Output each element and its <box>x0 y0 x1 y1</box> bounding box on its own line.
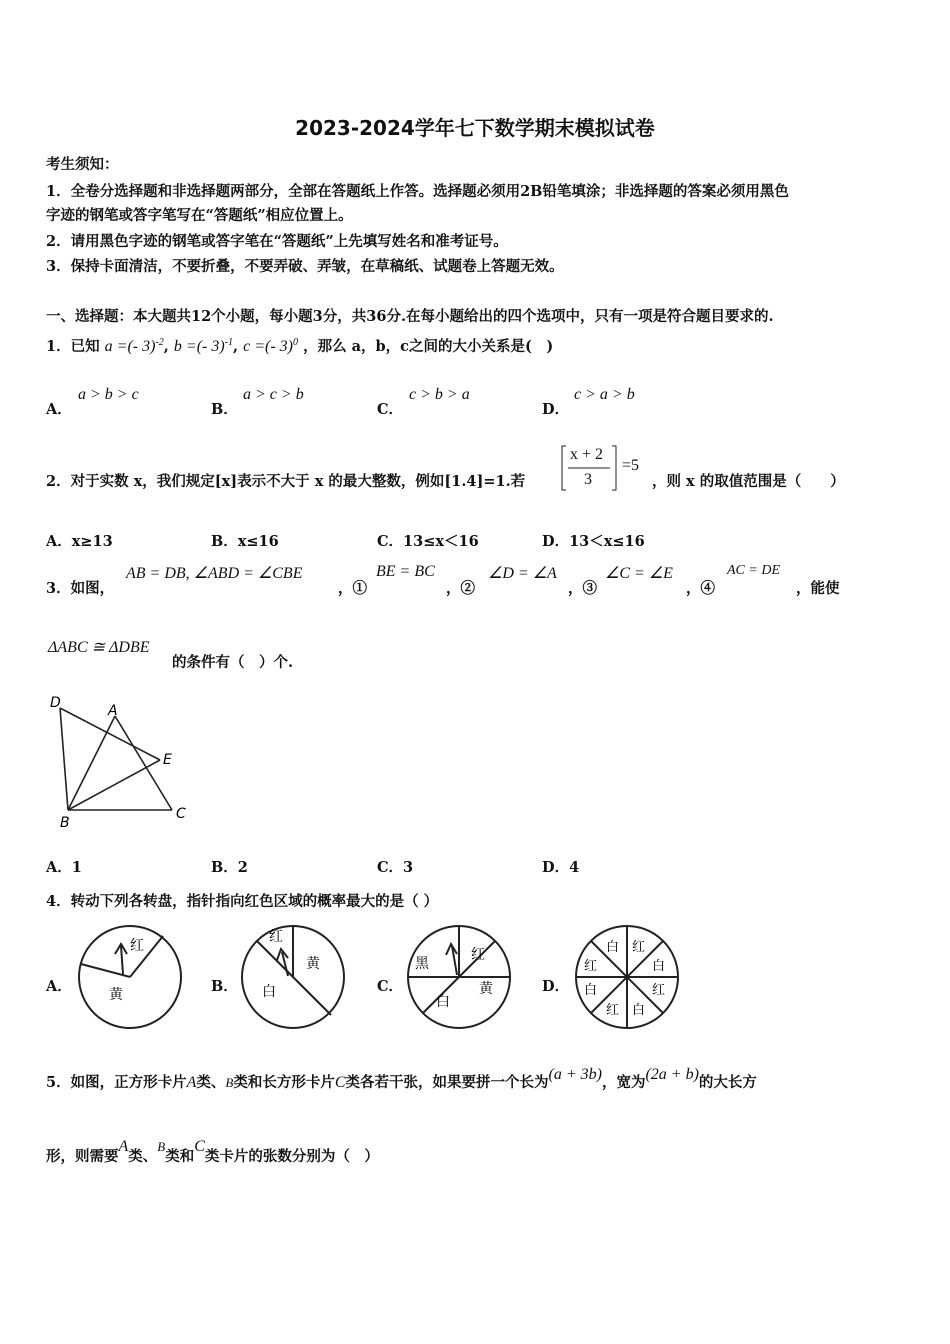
spinner-region: 红 <box>632 940 646 955</box>
card-A: A <box>118 1138 129 1155</box>
q2-numerator: x + 2 <box>570 446 604 463</box>
q2-rhs: =5 <box>622 457 640 474</box>
q3-option[interactable]: C．3 <box>377 859 414 876</box>
q3-option[interactable]: D．4 <box>542 859 580 876</box>
q2-option[interactable]: D．13＜x≤16 <box>542 533 645 550</box>
q3-c1-mark: ，① <box>338 580 367 597</box>
q3-c1: BE = BC <box>376 563 435 580</box>
spinner-region: 红 <box>269 929 283 945</box>
q1-c-exp: 0 <box>293 337 299 349</box>
q1-option-label[interactable]: C． <box>377 401 404 418</box>
spinner-region: 黄 <box>306 956 320 972</box>
q4-option-label[interactable]: C． <box>377 978 404 995</box>
rect-width: (2a + b) <box>645 1066 699 1083</box>
section-heading: 一、选择题：本大题共12个小题，每小题3分，共36分.在每小题给出的四个选项中，只有一项是符合题目要求的. <box>46 308 774 325</box>
spinner-region: 白 <box>606 940 620 955</box>
q1-option-label[interactable]: A． <box>46 401 72 418</box>
q3-given: AB = DB, ∠ABD = ∠CBE <box>126 565 303 582</box>
spinner-c <box>406 924 514 1032</box>
notice-item: 2．请用黑色字迹的钢笔或答字笔在“答题纸”上先填写姓名和准考证号。 <box>46 233 508 250</box>
notice-heading: 考生须知： <box>46 156 119 173</box>
notice-item: 1．全卷分选择题和非选择题两部分，全部在答题纸上作答。选择题必须用2B铅笔填涂；非选择题的答案必须用黑色 <box>46 183 789 200</box>
spinner-region: 白 <box>584 983 598 998</box>
q1-a-expr: a =(- 3) <box>104 338 156 355</box>
spinner-b <box>240 924 348 1032</box>
spinner-region: 红 <box>471 947 485 963</box>
q3-prefix: 3．如图， <box>46 580 115 597</box>
q2-suffix: ，则 x 的取值范围是（ ） <box>652 473 845 490</box>
q1-option-label[interactable]: B． <box>211 401 238 418</box>
spinner-region: 黄 <box>109 987 123 1003</box>
q2-option[interactable]: B．x≤16 <box>211 533 279 550</box>
q1-b-expr: b =(- 3) <box>173 338 225 355</box>
q3-c3-mark: ，③ <box>568 580 597 597</box>
card-C: C <box>194 1138 205 1155</box>
triangle-figure <box>40 690 200 830</box>
page-title: 2023-2024学年七下数学期末模拟试卷 <box>295 116 655 140</box>
q3-congruence: ΔABC ≅ ΔDBE <box>48 639 150 656</box>
card-B: B <box>225 1075 234 1090</box>
spinner-region: 白 <box>632 1003 646 1018</box>
label-E: E <box>163 752 172 768</box>
notice-item: 字迹的钢笔或答字笔写在“答题纸”相应位置上。 <box>46 207 353 224</box>
q4-option-label[interactable]: B． <box>211 978 238 995</box>
q4-option-label[interactable]: A． <box>46 978 72 995</box>
q1-option-value: a > c > b <box>243 386 304 403</box>
question-5-line-1: 5．如图，正方形卡片A类、B类和长方形卡片C类各若干张，如果要拼一个长为(a + 3b)，宽为(2a + b)的大长方 <box>46 1066 757 1091</box>
q3-option[interactable]: B．2 <box>211 859 248 876</box>
spinner-d <box>574 924 682 1032</box>
q1-a-exp: -2 <box>155 337 164 349</box>
q1-suffix: ，那么 a，b，c之间的大小关系是( ) <box>303 338 554 355</box>
spinner-region: 黄 <box>479 981 493 997</box>
q3-c4-mark: ，④ <box>686 580 715 597</box>
q1-option-value: c > b > a <box>409 386 470 403</box>
q1-c-expr: c =(- 3) <box>243 338 294 355</box>
card-B: B <box>157 1139 166 1154</box>
spinner-region: 白 <box>436 994 450 1010</box>
label-B: B <box>60 815 70 830</box>
q2-denominator: 3 <box>584 471 592 488</box>
q1-option-value: c > a > b <box>574 386 635 403</box>
spinner-region: 红 <box>584 959 598 974</box>
q3-tail: ，能使 <box>796 580 840 597</box>
notice-item: 3．保持卡面清洁，不要折叠，不要弄破、弄皱，在草稿纸、试题卷上答题无效。 <box>46 258 564 275</box>
q4-option-label[interactable]: D． <box>542 978 570 995</box>
spinner-region: 红 <box>652 983 666 998</box>
spinner-region: 白 <box>652 959 666 974</box>
q3-c2-mark: ，② <box>446 580 475 597</box>
question-5-line-2: 形，则需要A类、B类和C类卡片的张数分别为（ ） <box>46 1138 379 1165</box>
q3-option[interactable]: A．1 <box>46 859 82 876</box>
q3-c3: ∠C = ∠E <box>605 565 673 582</box>
label-D: D <box>50 695 61 711</box>
q2-prefix: 2．对于实数 x，我们规定[x]表示不大于 x 的最大整数，例如[1.4]=1.若 <box>46 473 526 490</box>
q1-prefix: 1．已知 <box>46 338 100 355</box>
card-A: A <box>186 1074 197 1091</box>
spinner-region: 白 <box>262 984 276 1000</box>
label-A: A <box>108 703 118 719</box>
rect-length: (a + 3b) <box>548 1066 602 1083</box>
q3-line2-suffix: 的条件有（ ）个. <box>172 654 294 671</box>
spinner-region: 红 <box>606 1003 620 1018</box>
q3-c2: ∠D = ∠A <box>488 565 557 582</box>
card-C: C <box>334 1074 346 1091</box>
q1-option-label[interactable]: D． <box>542 401 570 418</box>
q2-option[interactable]: A．x≥13 <box>46 533 113 550</box>
q1-option-value: a > b > c <box>78 386 139 403</box>
spinner-region: 红 <box>130 938 144 954</box>
q2-option[interactable]: C．13≤x＜16 <box>377 533 479 550</box>
q4-text: 4．转动下列各转盘，指针指向红色区域的概率最大的是（ ） <box>46 893 439 910</box>
q3-c4: AC = DE <box>727 563 780 578</box>
spinner-a <box>77 924 185 1032</box>
label-C: C <box>176 806 186 822</box>
question-1: 1．已知 a =(- 3)$^{-2}$, b =(- 3)$^{-1}$, c =(- 3)$^0$ ，那么 a，b，c之间的大小关系是( ) <box>46 337 554 355</box>
q1-b-exp: -1 <box>224 337 234 349</box>
q2-floor-fraction <box>560 443 618 493</box>
spinner-region: 黑 <box>415 956 429 972</box>
